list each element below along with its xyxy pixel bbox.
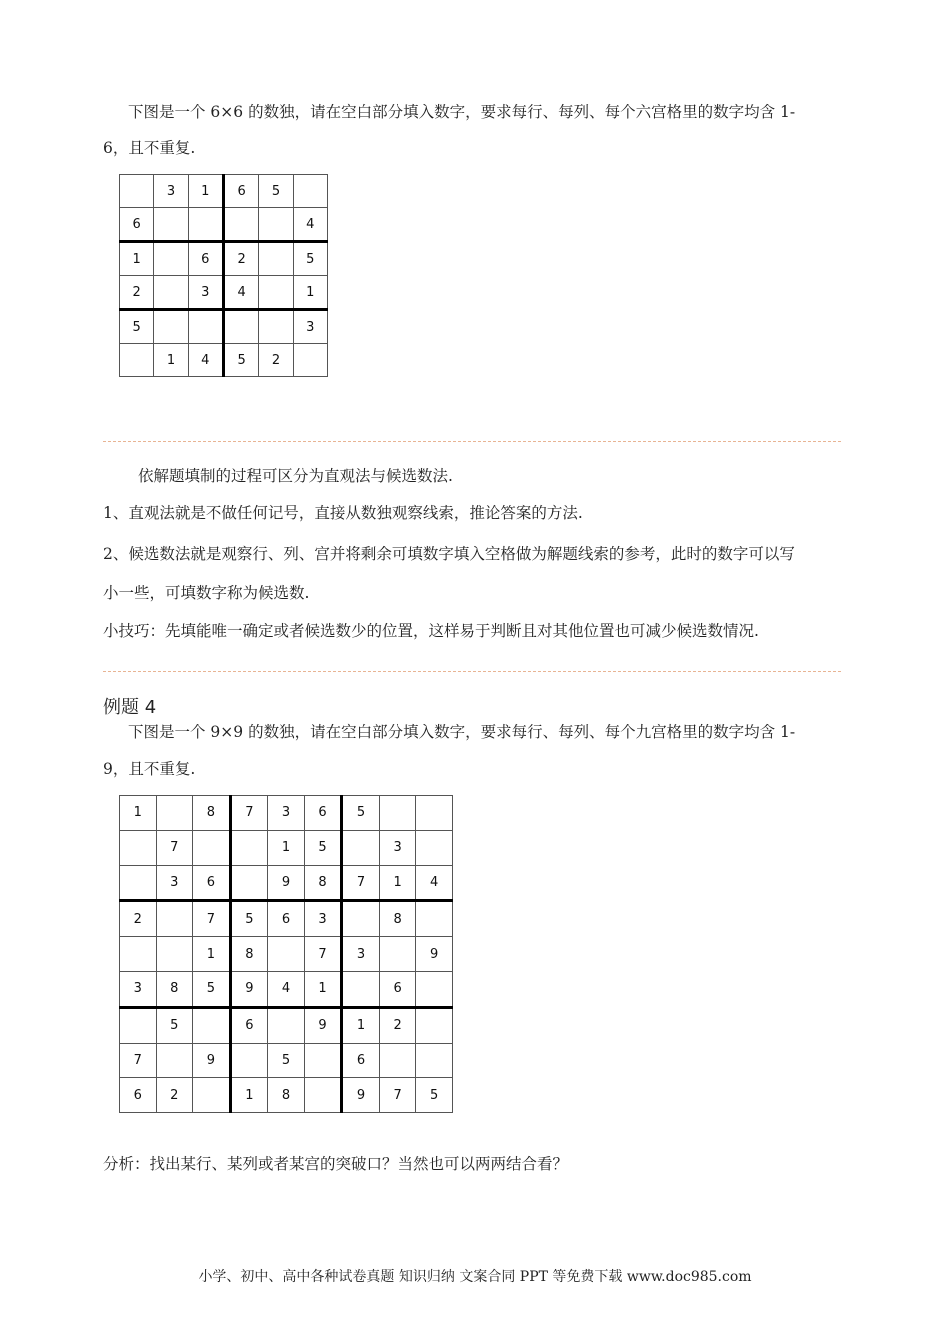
problem-6x6-line2: 6，且不重复.	[103, 139, 196, 157]
problem-6x6-line1: 下图是一个 6×6 的数独，请在空白部分填入数字，要求每行、每列、每个六宫格里的数字均含 1-	[128, 103, 796, 121]
sudoku-empty-cell	[259, 242, 293, 276]
sudoku-cell: 1	[120, 242, 154, 276]
sudoku-cell: 7	[230, 796, 268, 831]
section-divider	[103, 671, 841, 672]
sudoku-cell: 7	[342, 865, 380, 901]
sudoku-cell: 5	[304, 830, 342, 865]
sudoku-empty-cell	[154, 276, 188, 310]
sudoku-cell: 4	[293, 208, 327, 242]
sudoku-empty-cell	[416, 1043, 453, 1078]
sudoku-cell: 7	[120, 1043, 157, 1078]
sudoku-cell: 8	[193, 796, 231, 831]
sudoku-cell: 9	[342, 1078, 380, 1113]
sudoku-row	[120, 208, 328, 242]
sudoku-6x6-grid	[119, 174, 328, 377]
sudoku-cell: 6	[120, 1078, 157, 1113]
sudoku-empty-cell	[154, 242, 188, 276]
sudoku-row	[120, 344, 328, 377]
sudoku-cell: 5	[223, 344, 258, 377]
footer-text: 小学、初中、高中各种试卷真题 知识归纳 文案合同 PPT 等免费下载 www.doc985.com	[198, 1269, 752, 1285]
sudoku-empty-cell	[379, 1043, 416, 1078]
sudoku-empty-cell	[193, 1007, 231, 1043]
sudoku-cell: 5	[268, 1043, 305, 1078]
sudoku-cell: 9	[304, 1007, 342, 1043]
sudoku-cell: 7	[304, 937, 342, 972]
sudoku-9x9-grid	[119, 795, 453, 1113]
method-item-2-line2: 小一些，可填数字称为候选数.	[103, 584, 310, 602]
sudoku-cell: 8	[230, 937, 268, 972]
sudoku-row	[120, 276, 328, 310]
sudoku-cell: 6	[342, 1043, 380, 1078]
sudoku-row	[120, 1007, 453, 1043]
sudoku-cell: 1	[230, 1078, 268, 1113]
sudoku-cell: 1	[304, 971, 342, 1007]
sudoku-empty-cell	[342, 971, 380, 1007]
sudoku-empty-cell	[223, 208, 258, 242]
sudoku-cell: 1	[342, 1007, 380, 1043]
sudoku-cell: 7	[156, 830, 193, 865]
sudoku-empty-cell	[342, 830, 380, 865]
sudoku-cell: 1	[120, 796, 157, 831]
sudoku-cell: 1	[268, 830, 305, 865]
sudoku-cell: 8	[304, 865, 342, 901]
sudoku-cell: 6	[268, 901, 305, 937]
sudoku-cell: 9	[268, 865, 305, 901]
sudoku-empty-cell	[120, 937, 157, 972]
sudoku-cell: 8	[268, 1078, 305, 1113]
sudoku-cell: 1	[188, 175, 223, 208]
sudoku-empty-cell	[259, 276, 293, 310]
sudoku-cell: 9	[416, 937, 453, 972]
sudoku-cell: 4	[188, 344, 223, 377]
sudoku-cell: 7	[193, 901, 231, 937]
sudoku-cell: 1	[193, 937, 231, 972]
sudoku-empty-cell	[230, 1043, 268, 1078]
example-4-line2: 9，且不重复.	[103, 760, 196, 778]
sudoku-cell: 7	[379, 1078, 416, 1113]
sudoku-empty-cell	[416, 971, 453, 1007]
sudoku-cell: 2	[120, 276, 154, 310]
sudoku-cell: 6	[304, 796, 342, 831]
sudoku-row	[120, 937, 453, 972]
sudoku-cell: 5	[293, 242, 327, 276]
sudoku-empty-cell	[293, 344, 327, 377]
sudoku-empty-cell	[416, 901, 453, 937]
sudoku-cell: 3	[120, 971, 157, 1007]
method-intro: 依解题填制的过程可区分为直观法与候选数法.	[138, 467, 453, 485]
sudoku-cell: 6	[379, 971, 416, 1007]
analysis-text: 分析：找出某行、某列或者某宫的突破口？当然也可以两两结合看？	[103, 1155, 569, 1173]
sudoku-empty-cell	[379, 937, 416, 972]
sudoku-empty-cell	[156, 937, 193, 972]
sudoku-empty-cell	[416, 830, 453, 865]
sudoku-empty-cell	[156, 1043, 193, 1078]
sudoku-cell: 3	[379, 830, 416, 865]
sudoku-cell: 1	[379, 865, 416, 901]
sudoku-cell: 3	[268, 796, 305, 831]
sudoku-cell: 4	[223, 276, 258, 310]
example-4-heading: 例题 4	[103, 697, 157, 718]
sudoku-cell: 5	[193, 971, 231, 1007]
sudoku-empty-cell	[304, 1043, 342, 1078]
sudoku-empty-cell	[259, 208, 293, 242]
sudoku-empty-cell	[120, 344, 154, 377]
sudoku-empty-cell	[379, 796, 416, 831]
sudoku-empty-cell	[230, 830, 268, 865]
sudoku-row	[120, 310, 328, 344]
sudoku-cell: 4	[268, 971, 305, 1007]
sudoku-cell: 3	[342, 937, 380, 972]
sudoku-cell: 2	[259, 344, 293, 377]
sudoku-cell: 5	[342, 796, 380, 831]
sudoku-empty-cell	[188, 208, 223, 242]
sudoku-empty-cell	[416, 796, 453, 831]
sudoku-empty-cell	[156, 796, 193, 831]
sudoku-cell: 5	[416, 1078, 453, 1113]
sudoku-cell: 3	[304, 901, 342, 937]
sudoku-empty-cell	[342, 901, 380, 937]
sudoku-cell: 6	[223, 175, 258, 208]
sudoku-cell: 9	[193, 1043, 231, 1078]
sudoku-cell: 5	[120, 310, 154, 344]
sudoku-cell: 5	[259, 175, 293, 208]
sudoku-row	[120, 1078, 453, 1113]
sudoku-empty-cell	[120, 1007, 157, 1043]
sudoku-empty-cell	[259, 310, 293, 344]
sudoku-cell: 3	[188, 276, 223, 310]
sudoku-empty-cell	[154, 208, 188, 242]
sudoku-cell: 2	[120, 901, 157, 937]
sudoku-cell: 8	[379, 901, 416, 937]
sudoku-empty-cell	[268, 1007, 305, 1043]
example-4-line1: 下图是一个 9×9 的数独，请在空白部分填入数字，要求每行、每列、每个九宫格里的数字均含 1-	[128, 723, 796, 741]
sudoku-cell: 9	[230, 971, 268, 1007]
section-divider	[103, 441, 841, 442]
sudoku-cell: 5	[230, 901, 268, 937]
sudoku-empty-cell	[416, 1007, 453, 1043]
sudoku-cell: 2	[223, 242, 258, 276]
sudoku-row	[120, 865, 453, 901]
sudoku-row	[120, 830, 453, 865]
sudoku-row	[120, 901, 453, 937]
sudoku-cell: 6	[120, 208, 154, 242]
sudoku-row	[120, 242, 328, 276]
sudoku-cell: 6	[188, 242, 223, 276]
sudoku-cell: 3	[154, 175, 188, 208]
method-item-1: 1、直观法就是不做任何记号，直接从数独观察线索，推论答案的方法.	[103, 504, 583, 522]
sudoku-empty-cell	[304, 1078, 342, 1113]
method-item-2-line1: 2、候选数法就是观察行、列、宫并将剩余可填数字填入空格做为解题线索的参考，此时的数字可以写	[103, 545, 795, 563]
sudoku-cell: 1	[154, 344, 188, 377]
sudoku-row	[120, 971, 453, 1007]
sudoku-empty-cell	[268, 937, 305, 972]
sudoku-row	[120, 1043, 453, 1078]
sudoku-empty-cell	[156, 901, 193, 937]
sudoku-cell: 8	[156, 971, 193, 1007]
sudoku-empty-cell	[120, 865, 157, 901]
sudoku-empty-cell	[120, 830, 157, 865]
sudoku-empty-cell	[230, 865, 268, 901]
sudoku-empty-cell	[193, 830, 231, 865]
sudoku-empty-cell	[293, 175, 327, 208]
sudoku-cell: 2	[156, 1078, 193, 1113]
sudoku-empty-cell	[188, 310, 223, 344]
sudoku-empty-cell	[193, 1078, 231, 1113]
sudoku-cell: 5	[156, 1007, 193, 1043]
sudoku-empty-cell	[223, 310, 258, 344]
sudoku-cell: 1	[293, 276, 327, 310]
sudoku-cell: 4	[416, 865, 453, 901]
sudoku-cell: 6	[193, 865, 231, 901]
method-tip: 小技巧：先填能唯一确定或者候选数少的位置，这样易于判断且对其他位置也可减少候选数情况.	[103, 622, 759, 640]
sudoku-cell: 6	[230, 1007, 268, 1043]
sudoku-empty-cell	[154, 310, 188, 344]
sudoku-row	[120, 175, 328, 208]
sudoku-cell: 2	[379, 1007, 416, 1043]
sudoku-cell: 3	[156, 865, 193, 901]
sudoku-cell: 3	[293, 310, 327, 344]
sudoku-empty-cell	[120, 175, 154, 208]
sudoku-row	[120, 796, 453, 831]
